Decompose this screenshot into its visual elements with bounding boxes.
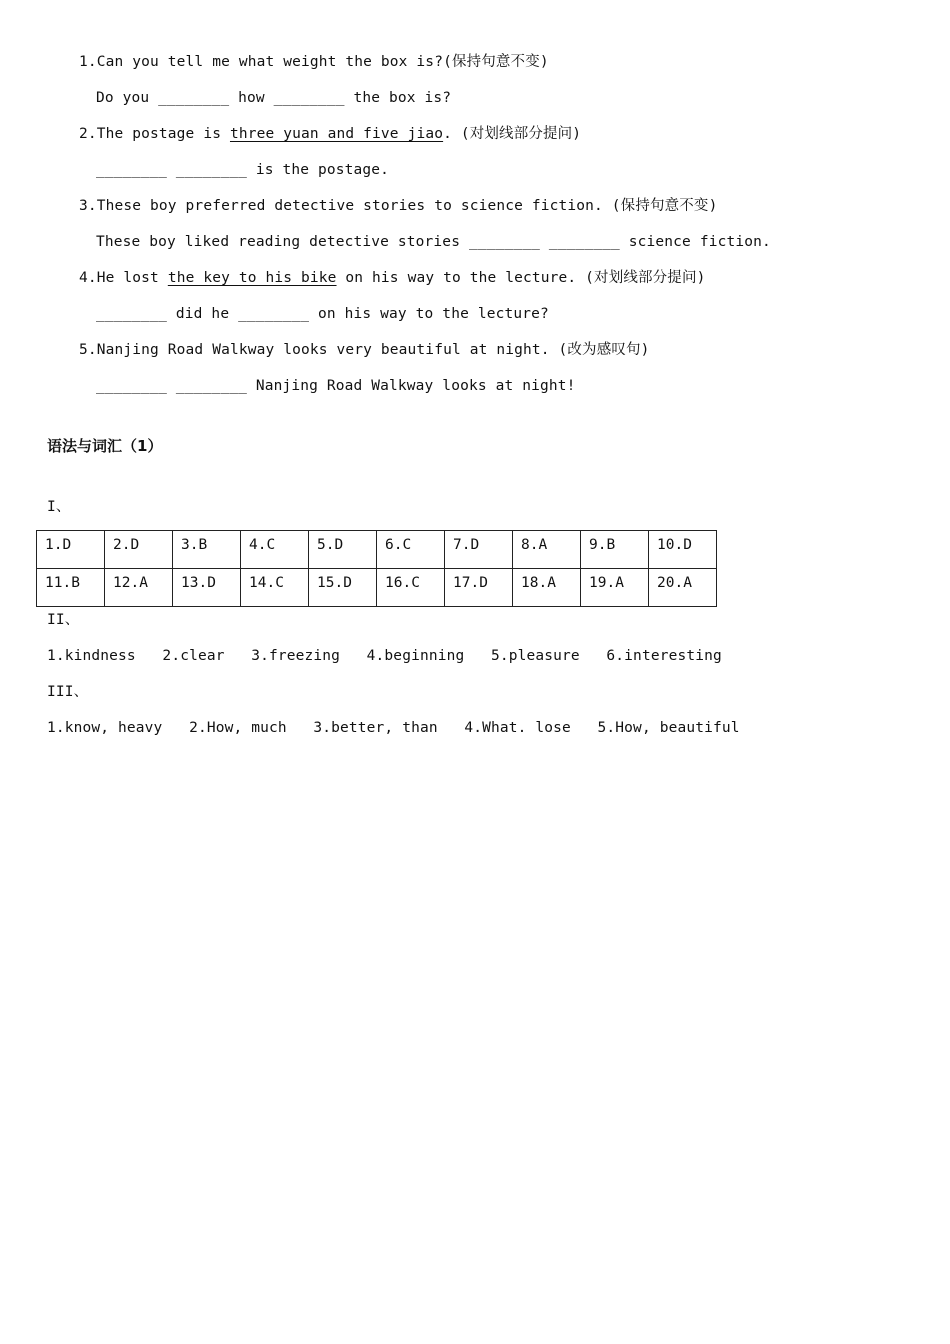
table-cell: 9.B	[581, 531, 649, 569]
table-cell: 10.D	[649, 531, 717, 569]
table-cell: 2.D	[105, 531, 173, 569]
section-3-label: III、	[47, 684, 89, 700]
table-cell: 18.A	[513, 569, 581, 607]
table-cell: 7.D	[445, 531, 513, 569]
exercise-4-text-end: on his way to the lecture.	[336, 270, 586, 286]
table-cell: 5.D	[309, 531, 377, 569]
exercise-2-text-end: .	[443, 126, 461, 142]
table-cell: 11.B	[37, 569, 105, 607]
table-cell: 8.A	[513, 531, 581, 569]
exercise-5-prompt	[79, 340, 650, 360]
table-cell: 13.D	[173, 569, 241, 607]
table-cell: 20.A	[649, 569, 717, 607]
exercise-4-text: 4.He lost	[79, 270, 168, 286]
exercise-3-answer-line: These boy liked reading detective stories ________ ________ science fiction.	[96, 234, 771, 250]
section-2-label: II、	[47, 612, 80, 628]
table-cell: 3.B	[173, 531, 241, 569]
exercise-4-instruction: (对划线部分提问)	[585, 270, 706, 286]
section-1-answer-table	[36, 530, 717, 607]
section-1-label: I、	[47, 499, 71, 515]
exercise-5-instruction: (改为感叹句)	[558, 342, 650, 358]
table-cell: 17.D	[445, 569, 513, 607]
exercise-1-text: 1.Can you tell me what weight the box is?	[79, 54, 444, 70]
table-cell: 14.C	[241, 569, 309, 607]
table-cell: 12.A	[105, 569, 173, 607]
table-row	[37, 531, 717, 569]
table-cell: 16.C	[377, 569, 445, 607]
table-cell: 4.C	[241, 531, 309, 569]
exercise-4-prompt	[79, 268, 705, 288]
exercise-2-text: 2.The postage is	[79, 126, 230, 142]
section-3-answers: 1.know, heavy 2.How, much 3.better, than 4.What. lose 5.How, beautiful	[47, 720, 740, 736]
exercise-1-answer-line: Do you ________ how ________ the box is?	[96, 90, 452, 106]
section-2-answers: 1.kindness 2.clear 3.freezing 4.beginning 5.pleasure 6.interesting	[47, 648, 722, 664]
exercise-2-underlined-phrase: three yuan and five jiao	[229, 126, 444, 142]
table-row	[37, 569, 717, 607]
answer-key-heading: 语法与词汇（1）	[47, 437, 163, 455]
exercise-2-instruction: (对划线部分提问)	[460, 126, 582, 142]
exercise-4-answer-line: ________ did he ________ on his way to the lecture?	[96, 306, 549, 322]
exercise-3-prompt	[79, 196, 717, 216]
table-cell: 1.D	[37, 531, 105, 569]
exercise-1-instruction: (保持句意不变)	[443, 54, 549, 70]
table-cell: 6.C	[377, 531, 445, 569]
exercise-3-text: 3.These boy preferred detective stories to science fiction.	[79, 198, 612, 214]
exercise-1-prompt	[79, 52, 549, 72]
exercise-5-text: 5.Nanjing Road Walkway looks very beautiful at night.	[79, 342, 559, 358]
exercise-2-prompt	[79, 124, 581, 144]
exercise-2-answer-line: ________ ________ is the postage.	[96, 162, 390, 178]
exercise-4-underlined-phrase: the key to his bike	[167, 270, 337, 286]
table-cell: 15.D	[309, 569, 377, 607]
exercise-3-instruction: (保持句意不变)	[611, 198, 718, 214]
exercise-5-answer-line: ________ ________ Nanjing Road Walkway looks at night!	[96, 378, 576, 394]
table-cell: 19.A	[581, 569, 649, 607]
